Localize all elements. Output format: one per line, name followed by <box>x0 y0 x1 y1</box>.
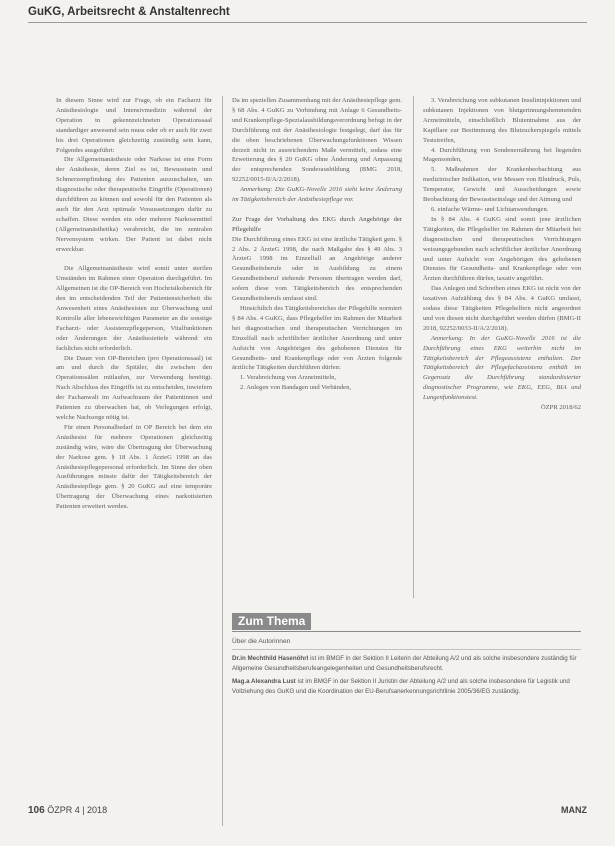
box-rule <box>232 631 581 632</box>
list-item: 1. Verabreichung von Arzneimitteln, <box>240 374 337 382</box>
article-reference: ÖZPR 2018/62 <box>540 404 581 412</box>
page-number: 106 <box>28 805 45 816</box>
paragraph: Die Dauer von OP-Bereichen (pro Operationssaal) ist am und durch die Spitäler, die zwischen den Operationssälen mitlaufen, zur Verwendung benötigt. Nach Abschluss des Eingriffs ist zu entscheiden, inwiefern der Fachanwalt im Aufwachraum der Patientinnen und Patienten zu überwachen hat, ob Verlegungen erfolgt, welche Nachsorge nötig ist. <box>56 354 212 421</box>
section-heading: Zur Frage der Vorhaltung des EKG durch Angehörige der Pflegehilfe <box>232 215 402 233</box>
paragraph: Die Allgemeinanästhesie wird somit unter sterilen Umständen im Rahmen einer Operation durchgeführt. Im Allgemeinen ist die OP-Bereich von Hochrisikobereich für den im entscheidenden Teil der Patientensicherheit die Anwesenheit eines Anästhesisten zur Überwachung und Kontrolle aller lebenswichtigen Parameter an die sonstige Facharzt- oder Assistenzpflegeperson, Vitalfunktionen oder Änderungen der Anästhesietiefe während ein fachliches nicht erforderlich. <box>56 265 212 352</box>
paragraph: Das Anlegen und Schreiben eines EKG ist nicht von der taxativen Aufzählung des § 84 Abs. 4 GuKG umfasst, sodass diese Tätigkeiten Pflegehelfern nicht angeordnet und von diesen nicht durchgeführt werden dürfen (BMG-II 2018, 92252/0033-II/A/2/2018). <box>423 285 581 332</box>
text-column-right <box>423 96 581 413</box>
text-column-middle <box>232 96 402 393</box>
list-item: 4. Durchführung von Sondenernährung bei liegenden Magensonden, <box>423 146 581 164</box>
column-divider <box>413 96 414 598</box>
page-footer <box>28 805 107 816</box>
running-header: GuKG, Arbeitsrecht & Anstaltenrecht <box>28 6 230 18</box>
author-name: Mag.a Alexandra Lust <box>232 678 296 685</box>
paragraph: Die Durchführung eines EKG ist eine ärztliche Tätigkeit gem. § 2 Abs. 2 ÄrzteG 1998, die nach Maßgabe des § 49 Abs. 3 ÄrzteG 1998 im Einzelfall an Angehörige anderer Gesundheitsberufe oder in Ausbildung zu einem Gesundheitsberuf stehende Personen übertragen werden darf, sofern diese vom Tätigkeitsbereich des entsprechenden Gesundheitsberufs umfasst sind. <box>232 235 402 303</box>
list-item: 5. Maßnahmen der Krankenbeobachtung aus medizinischer Indikation, wie Messen von Blutdruck, Puls, Temperatur, Gewicht und Ausscheidungen sowie Beobachtung der Bewusstseinslage und der Atmung und <box>423 166 581 204</box>
paragraph: Hinsichtlich des Tätigkeitsbereiches der Pflegehilfe normiert § 84 Abs. 4 GuKG, dass Pflegehelfer im Rahmen der Mitarbeit bei diagnostischen und therapeutischen Verrichtungen im Einzelfall nach schriftlicher ärztlicher Anordnung und unter Aufsicht von Angehörigen des gehobenen Dienstes für Gesundheits- und Krankenpflege oder von Ärzten folgende ärztliche Tätigkeiten durchführen dürfen: <box>232 305 402 372</box>
annotation-note: Anmerkung: Die GuKG-Novelle 2016 sieht keine Änderung im Tätigkeitsbereich der Anästhesiepflege vor. <box>232 186 402 204</box>
text-column-left <box>56 96 212 512</box>
paragraph: Für einen Personalbedarf in OP Bereich bei dem ein Anästhesist für mehrere Operationen gleichzeitig zuständig wäre, wäre die Übertragung der Überwachung der Narkose gem. § 18 Abs. 1 ÄrzteG 1998 an das Anästhesiepflegepersonal erforderlich. Im Sinne der oben Ausführungen müsste dafür der Tätigkeitsbereich der Anästhesiepflege gem. § 20 GuKG auf eine temporäre Übertragung der Überwachung eines narkotisierten Patienten erweitert werden. <box>56 423 212 511</box>
column-divider <box>222 96 223 826</box>
annotation-note: Anmerkung: In der GuKG-Novelle 2016 ist die Durchführung eines EKG weiterhin nicht im Tätigkeitsbereich der Pflegeassistenz enthalten. Der Tätigkeitsbereich der Pflegefachassistenz enthält im Gegensatz die Durchführung standardisierter diagnostischer Programme, wie EKG, EEG, BIA und Lungenfunktionstest. <box>423 334 581 402</box>
author-name: Dr.in Mechthild Hasenöhrl <box>232 655 309 662</box>
list-item: 3. Verabreichung von subkutanen Insulininjektionen und subkutanen Injektionen von blutgerinnungshemmenden Arzneimitteln, einschließlich Blutentnahme aus der Kapillare zur Bestimmung des Blutzuckerspiegels mittels Teststreifen, <box>423 97 581 144</box>
author-description: ist im BMGF in der Sektion II Juristin der Abteilung A/2 und als solche insbesondere für Legistik und Vollziehung des GuKG und die Koordination der EU-Berufsanerkennungsrichtlinie 2005/36/EG zuständig. <box>232 678 570 695</box>
box-subheading: Über die Autorinnen <box>232 638 291 645</box>
author-description: ist im BMGF in der Sektion II Leiterin der Abteilung A/2 und als solche insbesondere zuständig für Allgemeine Gesundheitsberufeangelegenheiten und Gesundheitsberufsrecht. <box>232 655 577 672</box>
paragraph: In § 84 Abs. 4 GuKG sind somit jene ärztlichen Tätigkeiten, die Pflegehelfer im Rahmen der Mitarbeit bei diagnostischen und therapeutischen Verrichtungen weisungsgebunden nach schriftlicher ärztlicher Anordnung und unter Aufsicht von Angehörigen des gehobenen Dienstes für Gesundheits- und Krankenpflege oder von Ärzten durchführen dürfen, taxativ angeführt. <box>423 215 581 283</box>
author-bio <box>232 654 581 673</box>
zum-thema-box <box>232 612 581 696</box>
journal-issue: ÖZPR 4 | 2018 <box>47 805 108 815</box>
box-subrule <box>232 649 581 650</box>
box-heading: Zum Thema <box>232 613 311 630</box>
header-rule <box>28 22 587 23</box>
list-item: 2. Anlegen von Bandagen und Verbänden, <box>240 384 352 392</box>
paragraph: In diesem Sinne wird zur Frage, ob ein Facharzt für Anästhesiologie und Intensivmedizin während der Operation in gekennzeichneten Operationssaal standardiger anwesend sein muss oder ob er auch für zwei bis drei Operationen gleichzeitig zuständig sein kann, Folgendes ausgeführt: <box>56 97 212 154</box>
paragraph: Die Allgemeinanästhesie oder Narkose ist eine Form der Anästhesie, deren Ziel es ist, Bewusstsein und Schmerzempfindung des Patienten auszuschalten, um diagnostische oder therapeutische Eingriffe (Operationen) durchführen zu können und sowohl für den Patienten als auch für den Arzt optimale Voraussetzungen dafür zu schaffen. Diese werden ein oder mehrere Narkosemittel (Allgemeinanästhetika) verabreicht, die im zentralen Nervensystem wirken. Der Patient ist dabei nicht erweckbar. <box>56 156 212 253</box>
paragraph: Da im speziellen Zusammenhang mit der Anästhesiepflege gem. § 68 Abs. 4 GuKG zu Verbindung mit Anlage 6 Gesundheits- und Krankenpflege-Spezialausbildungsverordnung befugt in der Durchführung mit der Anästhesiologie festgelegt, darf das für die oben beschriebenen Überwachungsfunktionen Wissen derzeit nicht in ausreichendem Maße vermittelt, sodass eine Erweiterung des § 20 GuKG ohne Änderung und Anpassung der entsprechenden Sonderausbildung (BMG 2018, 92252/0015-II/A/2/2018). <box>232 97 402 184</box>
publisher-logo: MANZ <box>561 805 587 815</box>
author-bio <box>232 677 581 696</box>
list-item: 6. einfache Wärme- und Lichtanwendungen. <box>431 205 549 213</box>
